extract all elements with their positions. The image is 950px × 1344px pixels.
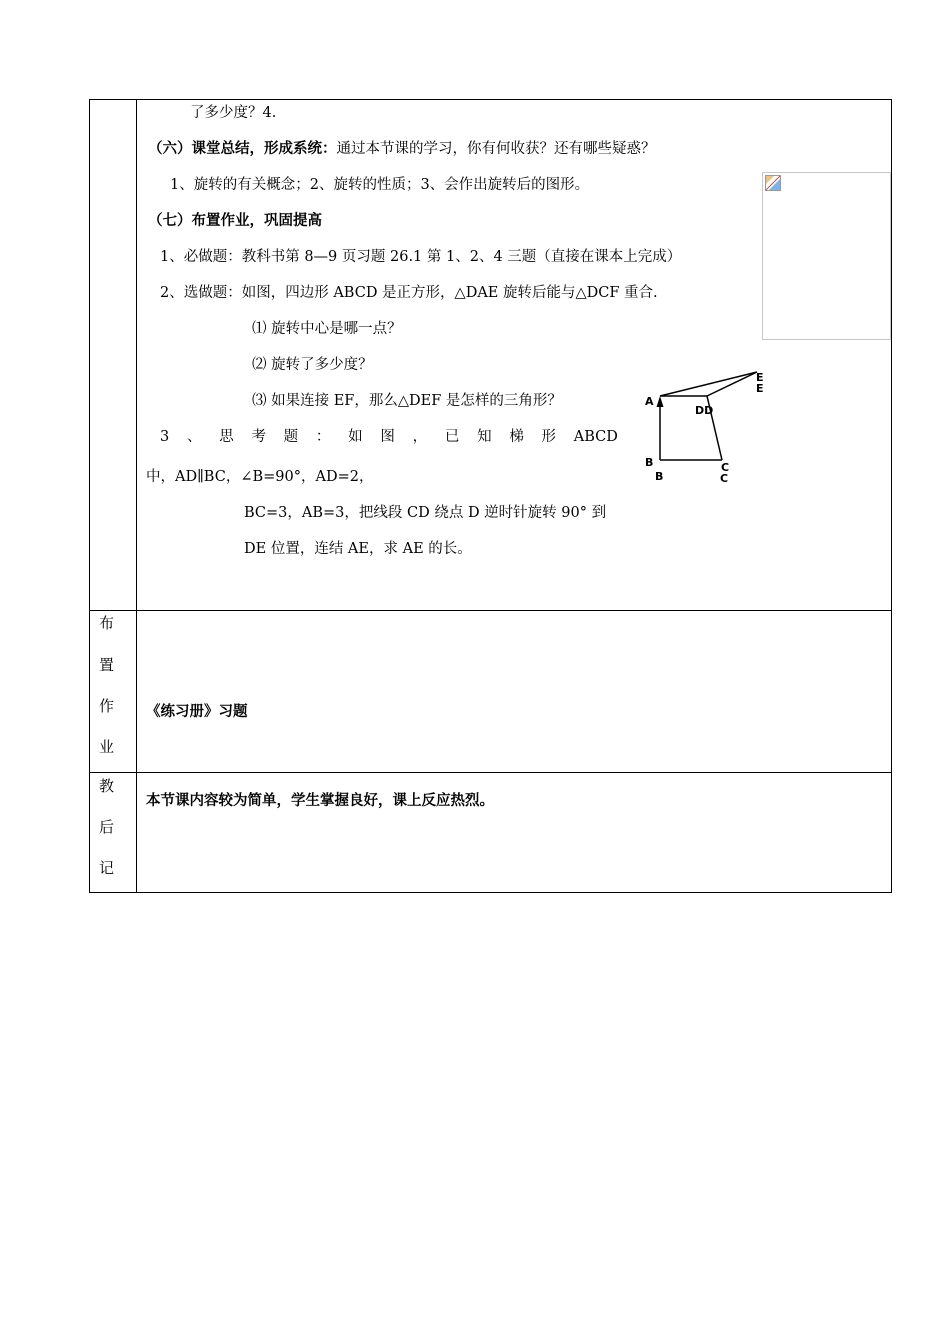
table-right-border: [891, 99, 892, 893]
reflection-label-char: 后: [99, 818, 115, 836]
summary-line: [148, 140, 656, 158]
reflection-label-char: 教: [99, 777, 115, 795]
row-divider-2: [89, 772, 892, 773]
reflection-label-char: 记: [99, 859, 115, 877]
think-char: 形: [541, 429, 557, 445]
figure-label-c-lower: C: [720, 472, 729, 485]
summary-points: 1、旋转的有关概念；2、旋转的性质；3、会作出旋转后的图形。: [170, 177, 590, 193]
think-char: 如: [348, 429, 363, 445]
thinking-problem-line-2: 中，AD∥BC，∠B=90°，AD=2，: [146, 469, 374, 485]
figure-label-dd: DD: [695, 404, 714, 417]
table-bottom-border: [89, 892, 892, 893]
thinking-problem-line-3: BC=3，AB=3，把线段 CD 绕点 D 逆时针旋转 90° 到: [244, 505, 607, 521]
arrow-head-icon: [657, 396, 664, 407]
think-char: 题: [283, 429, 299, 445]
question-3: ⑶ 如果连接 EF，那么△DEF 是怎样的三角形？: [252, 393, 562, 409]
think-char: ，: [412, 429, 428, 445]
column-divider: [136, 99, 137, 893]
think-char: 知: [477, 429, 492, 445]
segment-AE: [660, 372, 757, 396]
figure-label-b-lower: B: [655, 470, 664, 483]
question-2: ⑵ 旋转了多少度？: [252, 357, 373, 373]
segment-DE: [707, 372, 757, 396]
think-char: 思: [219, 429, 234, 445]
required-homework: 1、必做题：教科书第 8—9 页习题 26.1 第 1、2、4 三题（直接在课本上完成）: [160, 249, 682, 265]
table-left-border: [89, 99, 90, 893]
table-top-border: [89, 99, 892, 100]
optional-homework: 2、选做题：如图，四边形 ABCD 是正方形，△DAE 旋转后能与△DCF 重合.: [160, 285, 658, 301]
think-char: 、: [186, 429, 202, 445]
assignment-label-char: 置: [99, 656, 115, 674]
thinking-problem-line-4: DE 位置，连结 AE，求 AE 的长。: [244, 541, 472, 557]
reflection-content: 本节课内容较为简单，学生掌握良好，课上反应热烈。: [146, 793, 494, 809]
figure-label-c-upper: C: [721, 461, 730, 474]
row-divider-1: [89, 610, 892, 611]
assignment-content: 《练习册》习题: [146, 704, 248, 720]
figure-label-e-upper: E: [756, 371, 764, 384]
summary-heading: （六）课堂总结，形成系统：: [148, 141, 337, 157]
think-char: ：: [315, 429, 331, 445]
homework-heading: （七）布置作业，巩固提高: [148, 213, 322, 229]
think-char: ABCD: [573, 429, 618, 445]
figure-label-a: A: [645, 395, 654, 408]
think-char: 图: [380, 429, 395, 445]
image-placeholder: [762, 172, 891, 340]
assignment-label-char: 布: [99, 614, 115, 632]
thinking-problem-line-1: [160, 428, 618, 446]
figure-label-e-lower: E: [756, 382, 764, 395]
think-char: 考: [251, 429, 266, 445]
broken-image-icon: [765, 175, 781, 191]
think-char: 已: [444, 429, 460, 445]
figure-label-b-upper: B: [645, 456, 654, 469]
assignment-label-char: 业: [99, 738, 115, 756]
assignment-label-char: 作: [99, 697, 115, 715]
continued-line: 了多少度？4.: [190, 105, 277, 121]
question-1: ⑴ 旋转中心是哪一点？: [252, 321, 402, 337]
summary-text: 通过本节课的学习，你有何收获？还有哪些疑惑？: [336, 141, 656, 157]
think-char: 梯: [509, 429, 524, 445]
think-char: 3: [160, 429, 170, 445]
